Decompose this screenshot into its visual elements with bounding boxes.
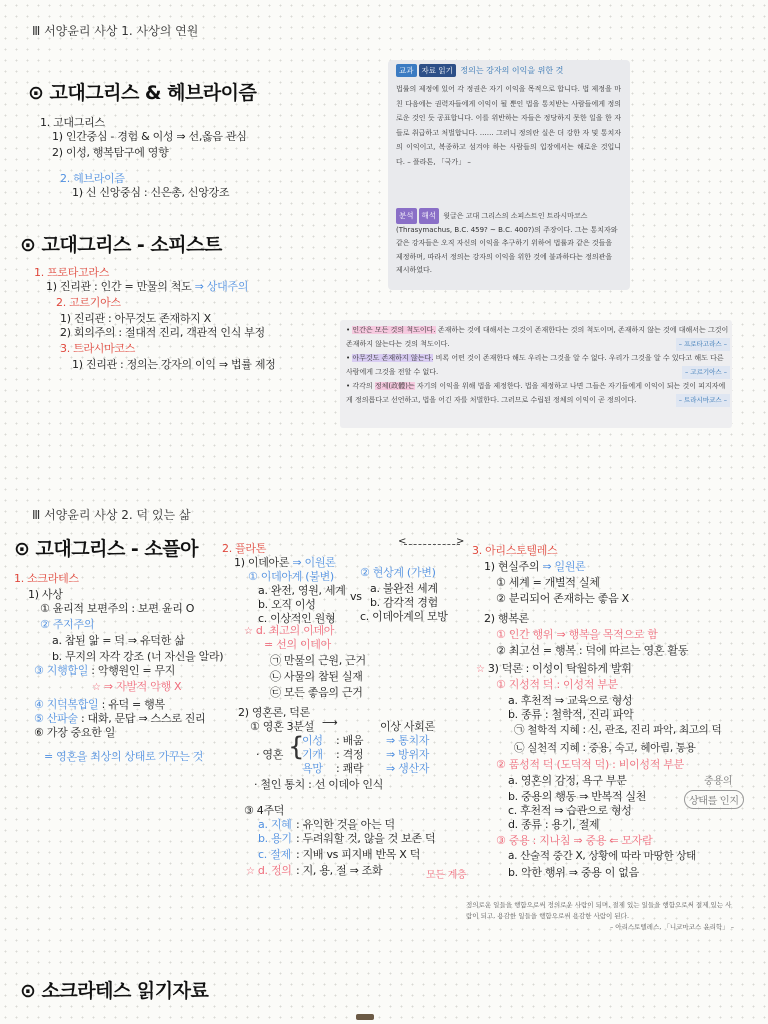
tag-textbook: 교과 [396, 64, 417, 77]
note-recognize: 상태를 인지 [684, 790, 744, 809]
pl-d3: ㉢ 모든 좋음의 근거 [270, 686, 363, 699]
gh-1a: 1) 인간중심 - 경험 & 이성 ⇒ 선,옳음 관심 [52, 130, 247, 143]
arrow-left-icon: < [398, 536, 407, 547]
gh-1: 1. 고대그리스 [40, 116, 105, 129]
pl-idea-world: ① 이데아계 (불변) [248, 570, 334, 583]
pl-temperance-text: : 지배 vs 피지배 반목 X 덕 [296, 848, 421, 861]
protagoras-truth [46, 278, 248, 294]
pl-wisdom: a. 지혜 [258, 818, 292, 831]
pl-d1: ㉠ 만물의 근원, 근거 [270, 654, 366, 667]
quote-1-text: 존재하는 것에 대해서는 그것이 존재한다는 것의 척도이며, 존재하지 않는 것에 대해서는 그것이 존재하지 않는다는 것의 척도이다. [346, 326, 729, 348]
plato: 2. 플라톤 [222, 542, 267, 555]
aristotle-quote-text: 정의로운 일들을 행함으로써 정의로운 사람이 되며, 절제 있는 일들을 행함으로써 절제 있는 사람이 되고, 용감한 일들을 행함으로써 용감한 사람이 된다. [466, 901, 732, 920]
ar-mor-d: d. 종류 : 용기, 절제 [508, 818, 600, 831]
page-mark [356, 1014, 374, 1020]
quote-1-highlight: 인간은 모든 것의 척도이다. [352, 326, 436, 334]
pl-desire: 욕망 [302, 762, 323, 775]
pl-phenomenal: ② 현상계 (가변) [360, 566, 436, 579]
section-header-1: Ⅲ 서양윤리 사상 1. 사상의 연원 [32, 24, 199, 38]
protagoras-truth-text: 1) 진리관 : 인간 = 만물의 척도 [46, 280, 192, 293]
pl-temperance: c. 절제 [258, 848, 291, 861]
heading-gh-text: 고대그리스 & 헤브라이즘 [49, 82, 257, 104]
tag-analysis: 분석 [396, 208, 417, 224]
heading-spa-text: 고대그리스 - 소플아 [35, 538, 198, 560]
quote-2-source: – 고르기아스 – [682, 366, 730, 380]
tag-interpret: 해석 [419, 208, 440, 224]
pl-good-idea: = 선의 이데아 [264, 638, 331, 651]
pl-justice-text: : 지, 용, 절 ⇒ 조화 [296, 864, 383, 877]
ar-no-separate: ② 분리되어 존재하는 좋음 X [496, 592, 629, 605]
ar-monism: ⇒ 일원론 [542, 560, 586, 573]
s-no-voluntary-evil-text: ⇒ 자발적 악행 X [103, 680, 182, 693]
s-vh-text: : 유덕 = 행복 [98, 698, 165, 711]
s-thought: 1) 사상 [28, 588, 63, 601]
s-unity-label: ③ 지행합일 [34, 664, 89, 677]
heading-socrates-reading-text: 소크라테스 읽기자료 [41, 980, 209, 1002]
pl-ruler: ⇒ 통치자 [386, 734, 430, 747]
reading-body: 법률의 제정에 있어 각 정권은 자기 이익을 목적으로 합니다. 법 제정을 마친 다음에는 권력자들에게 이익이 될 뿐인 법을 통치받는 사람들에게 정의로운 것인 듯 공표합니다. 이를 위반하는 자들은 정당하지 못한 일을 한 자들로 취급하고 처벌합니다. …… 그러니 정의란 실은 더 강한 자 및 통치자의 이익이고, 복종하고 섬겨야 하는 사람들의 입장에서는 해로운 것입니다. – 플라톤, 「국가」 – [396, 85, 621, 166]
pl-vs: vs [350, 590, 362, 603]
quote-1-source: – 프로타고라스 – [676, 338, 730, 352]
pl-phen-a: a. 불완전 세계 [370, 582, 438, 595]
bullet-icon: ⊙ [20, 234, 36, 256]
pl-brace: { [288, 732, 305, 762]
ar-virtue [476, 660, 632, 676]
s-no-voluntary-evil [92, 678, 181, 694]
arrow-right-icon: > [456, 536, 465, 547]
heading-sophist-text: 고대그리스 - 소피스트 [41, 234, 222, 256]
relativism: ⇒ 상대주의 [194, 280, 249, 293]
pl-arrow: ⟶ [322, 716, 338, 729]
s-maieutics-text: : 대화, 문답 ⇒ 스스로 진리 [77, 712, 206, 725]
ar-virtue-text: 3) 덕론 : 이성이 탁월하게 발휘 [487, 662, 632, 675]
heading-sophist [20, 230, 222, 257]
reading-box-header [396, 64, 563, 77]
star-icon: ☆ [92, 682, 101, 693]
quote-thrasymachus: • 각각의 정체(政體)는 자기의 이익을 위해 법을 제정한다. 법을 제정하고 나면 그들은 자기들에게 이익이 되는 것이 피지자에게 정의롭다고 선언하고, 법을 어긴 자를 처벌한다. 그러므로 수립된 정체의 이익이 곧 정의이다. – 트라시마코스 – [346, 380, 730, 407]
s-important: ⑥ 가장 중요한 일 [34, 726, 116, 739]
bullet-icon: ⊙ [14, 538, 30, 560]
pl-reason-2: : 배움 [336, 734, 364, 747]
gh-2: 2. 헤브라이즘 [60, 172, 125, 185]
pl-all-classes: 모든 계층 [426, 870, 467, 881]
pl-idea-theory: 1) 이데아론 ⇒ 이원론 [234, 556, 336, 569]
pl-tripartite: ① 영혼 3분설 [250, 720, 314, 733]
pl-guardian: ⇒ 방위자 [386, 748, 430, 761]
star-icon: ☆ [246, 866, 255, 877]
pl-d2: ㉡ 사물의 참된 실재 [270, 670, 363, 683]
pl-phen-b: b. 감각적 경험 [370, 596, 438, 609]
quote-3-source: – 트라시마코스 – [676, 394, 730, 408]
heading-socrates-plato-aristotle [14, 534, 198, 561]
s-maieutics-label: ⑤ 산파술 [34, 712, 78, 725]
tag-reading: 자료 읽기 [419, 64, 456, 77]
ar-mor-a: a. 영혼의 감정, 욕구 부분 [508, 774, 627, 787]
gorgias-truth: 1) 진리관 : 아무것도 존재하지 X [60, 312, 211, 325]
aristotle: 3. 아리스토텔레스 [472, 544, 558, 557]
pl-highest-idea-text: d. 최고의 이데아 [255, 624, 335, 637]
pl-soul-theory: 2) 영혼론, 덕론 [238, 706, 310, 719]
pl-idea-c: c. 이상적인 원형 [258, 612, 336, 625]
pl-spirit: 기개 [302, 748, 323, 761]
gh-2a: 1) 신 신앙중심 : 신은총, 신앙강조 [72, 186, 230, 199]
analysis [396, 208, 621, 278]
bullet-icon: ⊙ [20, 980, 36, 1002]
quote-protagoras: • 인간은 모든 것의 척도이다. 존재하는 것에 대해서는 그것이 존재한다는 것의 척도이며, 존재하지 않는 것에 대해서는 그것이 존재하지 않는다는 것의 척도이다. – 프로타고라스 – [346, 324, 730, 351]
reading-heading: 정의는 강자의 이익을 위한 것 [460, 66, 564, 75]
quotes-box [340, 320, 732, 428]
ar-mean-b: b. 악한 행위 ⇒ 중용 이 없음 [508, 866, 639, 879]
ar-int-b: b. 종류 : 철학적, 진리 파악 [508, 708, 634, 721]
connector-line [404, 544, 460, 545]
note-mean: 중용의 [704, 776, 733, 787]
ar-mor-b: b. 중용의 행동 ⇒ 반복적 실천 [508, 790, 647, 803]
quote-3-highlight: 정체(政體)는 [374, 382, 415, 390]
quote-gorgias: • 아무것도 존재하지 않는다. 비록 어떤 것이 존재한다 해도 우리는 그것을 알 수 없다. 우리가 그것을 알 수 있다고 해도 다른 사람에게 그것을 전할 수 없다. – 고르기아스 – [346, 352, 730, 379]
ar-mean: ③ 중용 : 지나침 ⇒ 중용 ⇐ 모자람 [496, 834, 653, 847]
ar-int-2: ㉡ 실천적 지혜 : 중용, 숙고, 헤아림, 통용 [514, 742, 696, 754]
pl-spirit-2: : 격정 [336, 748, 364, 761]
s-vh-label: ④ 지덕복합일 [34, 698, 99, 711]
pl-courage-text: : 두려워할 것, 않을 것 보존 덕 [296, 832, 436, 845]
pl-idea-a: a. 완전, 영원, 세계 [258, 584, 346, 597]
pl-desire-2: : 쾌락 [336, 762, 364, 775]
s-unity [34, 662, 175, 678]
pl-reason: 이성 [302, 734, 323, 747]
ar-moral: ② 품성적 덕 (도덕적 덕) : 비이성적 부분 [496, 758, 684, 771]
ar-mor-c: c. 후천적 ⇒ 습관으로 형성 [508, 804, 632, 817]
quote-3-prefix: 각각의 [352, 382, 375, 390]
protagoras: 1. 프로타고라스 [34, 266, 110, 279]
analysis-text: 윗글은 고대 그리스의 소피스트인 트라시마코스(Thrasymachus, B.C. 459? ~ B.C. 400?)의 주장이다. 그는 통치자와 같은 강자들은 오직 자신의 이익을 추구하기 위하여 법률과 같은 것들을 제정하며, 따라서 정의는 강자의 이익을 위한 것에 불과하다는 정의관을 제시하였다. [396, 212, 618, 274]
thrasymachus-truth: 1) 진리관 : 정의는 강자의 이익 ⇒ 법률 제정 [72, 358, 276, 371]
aristotle-quote [466, 900, 734, 933]
star-icon: ☆ [244, 626, 253, 637]
pl-philosopher-king: · 철인 통치 : 선 이데아 인식 [254, 778, 384, 791]
quote-2-text: 비록 어떤 것이 존재한다 해도 우리는 그것을 알 수 없다. 우리가 그것을 알 수 있다고 해도 다른 사람에게 그것을 전할 수 없다. [346, 354, 724, 376]
bullet-icon: ⊙ [28, 82, 44, 104]
ar-happiness: 2) 행복론 [484, 612, 529, 625]
pl-justice [246, 862, 292, 878]
gorgias-skeptic: 2) 회의주의 : 절대적 진리, 객관적 인식 부정 [60, 326, 265, 339]
s-universal: ① 윤리적 보편주의 : 보편 윤리 O [40, 602, 195, 615]
pl-dualism: ⇒ 이원론 [292, 556, 336, 569]
quote-2-highlight: 아무것도 존재하지 않는다. [352, 354, 434, 362]
ar-int-a: a. 후천적 ⇒ 교육으로 형성 [508, 694, 633, 707]
thrasymachus: 3. 트라시마코스 [60, 342, 136, 355]
pl-idea-b: b. 오직 이성 [258, 598, 316, 611]
pl-courage: b. 용기 [258, 832, 292, 845]
s-intellectualism: ② 주지주의 [40, 618, 95, 631]
heading-socrates-reading [20, 976, 208, 1003]
ar-realism: 1) 현실주의 ⇒ 일원론 [484, 560, 586, 573]
s-unity-text: : 악행원인 = 무지 [88, 664, 176, 677]
s-soul-care: = 영혼을 최상의 상태로 가꾸는 것 [44, 750, 204, 763]
s-ignorance: b. 무지의 자각 강조 (너 자신을 알라) [52, 650, 224, 663]
pl-wisdom-text: : 유익한 것을 아는 덕 [296, 818, 395, 831]
ar-int-1: ㉠ 철학적 지혜 : 신, 관조, 진리 파악, 최고의 덕 [514, 724, 722, 736]
ar-human-act: ① 인간 행위 ⇒ 행복을 목적으로 함 [496, 628, 658, 641]
pl-four-virtues: ③ 4주덕 [244, 804, 285, 817]
aristotle-quote-source: – 아리스토텔레스, 「니코마코스 윤리학」 – [609, 923, 734, 931]
pl-producer: ⇒ 생산자 [386, 762, 430, 775]
ar-highest-good: ② 최고선 = 행복 : 덕에 따르는 영혼 활동 [496, 644, 689, 657]
gh-1b: 2) 이성, 행복탐구에 영향 [52, 146, 169, 159]
gorgias: 2. 고르기아스 [56, 296, 121, 309]
star-icon: ☆ [476, 664, 485, 675]
heading-gh [28, 78, 256, 105]
pl-justice-label: d. 정의 [257, 864, 292, 877]
reading-box [388, 60, 630, 290]
pl-phen-c: c. 이데아계의 모방 [360, 610, 448, 623]
s-true-knowledge: a. 참된 앎 = 덕 ⇒ 유덕한 삶 [52, 634, 185, 647]
quote-3-text: 자기의 이익을 위해 법을 제정한다. 법을 제정하고 나면 그들은 자기들에게 이익이 되는 것이 피지자에게 정의롭다고 선언하고, 법을 어긴 자를 처벌한다. 그러므로 수립된 정체의 이익이 곧 정의이다. [346, 382, 726, 404]
ar-mean-a: a. 산술적 중간 X, 상황에 따라 마땅한 상태 [508, 850, 697, 862]
section-header-2: Ⅲ 서양윤리 사상 2. 덕 있는 삶 [32, 508, 191, 522]
pl-ideal-society: 이상 사회론 [380, 720, 435, 733]
ar-world: ① 세계 = 개별적 실체 [496, 576, 600, 589]
pl-soul: · 영혼 [256, 748, 284, 761]
ar-intellectual: ① 지성적 덕 : 이성적 부분 [496, 678, 618, 691]
socrates: 1. 소크라테스 [14, 572, 79, 585]
